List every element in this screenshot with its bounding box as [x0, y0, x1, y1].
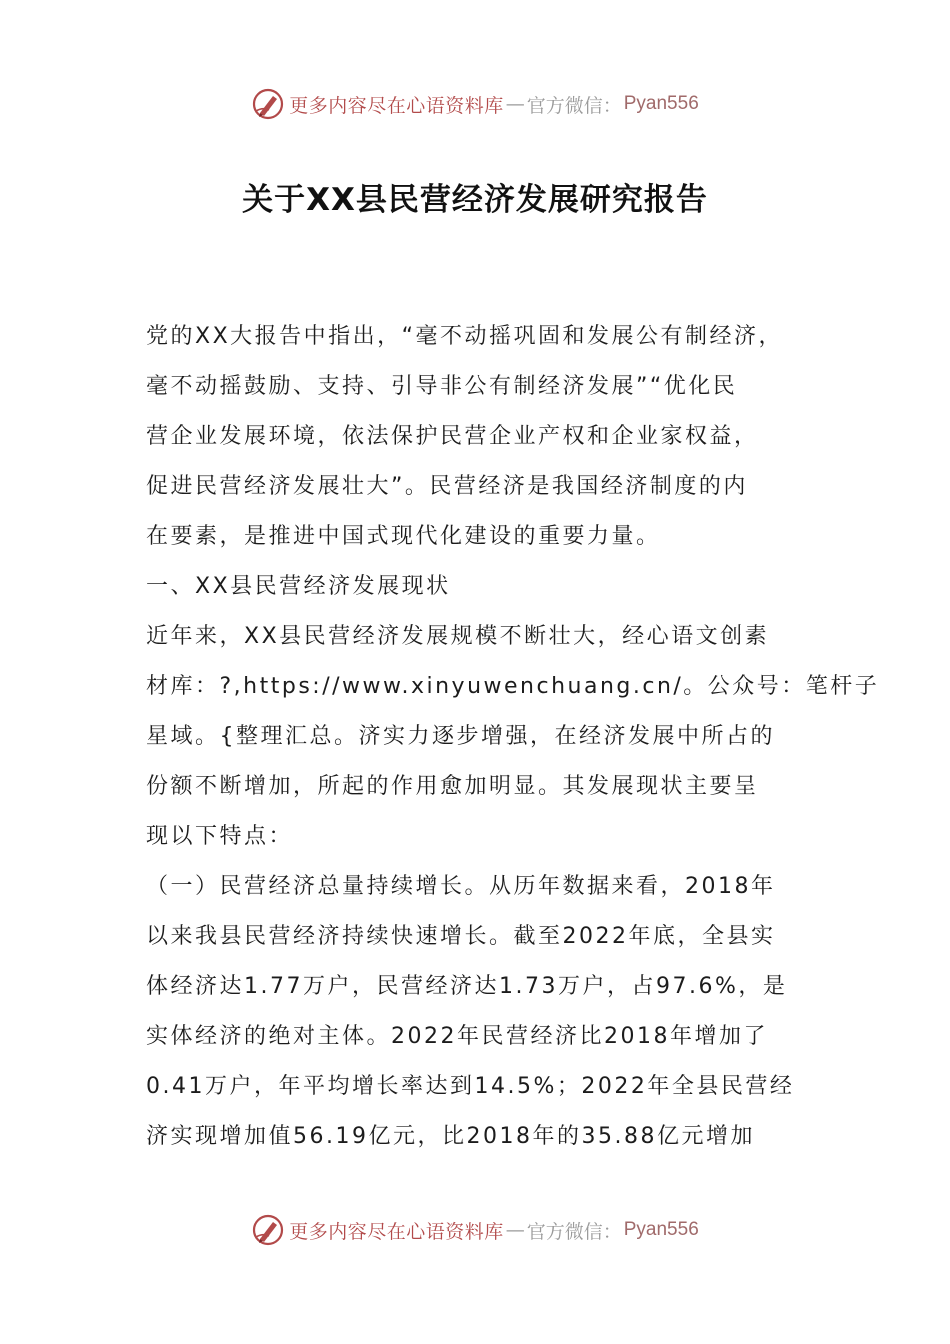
document-body: [146, 312, 880, 1162]
body-text-line: 实体经济的绝对主体。2022年民营经济比2018年增加了: [146, 1024, 768, 1049]
body-text-line: 现以下特点：: [146, 824, 294, 849]
body-text-line: 促进民营经济发展壮大”。民营经济是我国经济制度的内: [146, 474, 748, 499]
body-text-line: 体经济达1.77万户，民营经济达1.73万户，占97.6%，是: [146, 974, 788, 999]
banner-wechat-label: 官方微信：: [526, 94, 622, 117]
banner-site-name: 更多内容尽在心语资料库: [289, 1220, 504, 1243]
body-text-line: 一、XX县民营经济发展现状: [146, 574, 451, 599]
banner-wechat-label: 官方微信：: [526, 1220, 622, 1243]
writing-pen-logo-icon: [251, 87, 285, 121]
document-title: 关于XX县民营经济发展研究报告: [242, 182, 708, 218]
body-text-line: 毫不动摇鼓励、支持、引导非公有制经济发展”“优化民: [146, 374, 738, 399]
banner-wechat-id: Pyan556: [623, 93, 699, 114]
banner-wechat-id: Pyan556: [623, 1219, 699, 1240]
body-text-line: 在要素，是推进中国式现代化建设的重要力量。: [146, 524, 661, 549]
banner-site-name: 更多内容尽在心语资料库: [289, 94, 504, 117]
body-text-line: 济实现增加值56.19亿元，比2018年的35.88亿元增加: [146, 1124, 755, 1149]
body-text-line: 星域。{整理汇总。济实力逐步增强，在经济发展中所占的: [146, 724, 775, 749]
footer-banner: [0, 1210, 950, 1250]
header-banner: [0, 84, 950, 124]
body-text-line: 份额不断增加，所起的作用愈加明显。其发展现状主要呈: [146, 774, 759, 799]
body-text-line: 材库：?,https://www.xinyuwenchuang.cn/。公众号：笔杆子: [146, 674, 880, 699]
body-text-line: 0.41万户，年平均增长率达到14.5%；2022年全县民营经: [146, 1074, 795, 1099]
banner-dash: —: [505, 1219, 525, 1241]
banner-dash: —: [505, 93, 525, 115]
body-text-line: 以来我县民营经济持续快速增长。截至2022年底，全县实: [146, 924, 776, 949]
body-text-line: 营企业发展环境，依法保护民营企业产权和企业家权益，: [146, 424, 759, 449]
writing-pen-logo-icon: [251, 1213, 285, 1247]
body-text-line: 近年来，XX县民营经济发展规模不断壮大，经心语文创素: [146, 624, 770, 649]
body-text-line: （一）民营经济总量持续增长。从历年数据来看，2018年: [146, 874, 776, 899]
body-text-line: 党的XX大报告中指出，“毫不动摇巩固和发展公有制经济，: [146, 324, 784, 349]
